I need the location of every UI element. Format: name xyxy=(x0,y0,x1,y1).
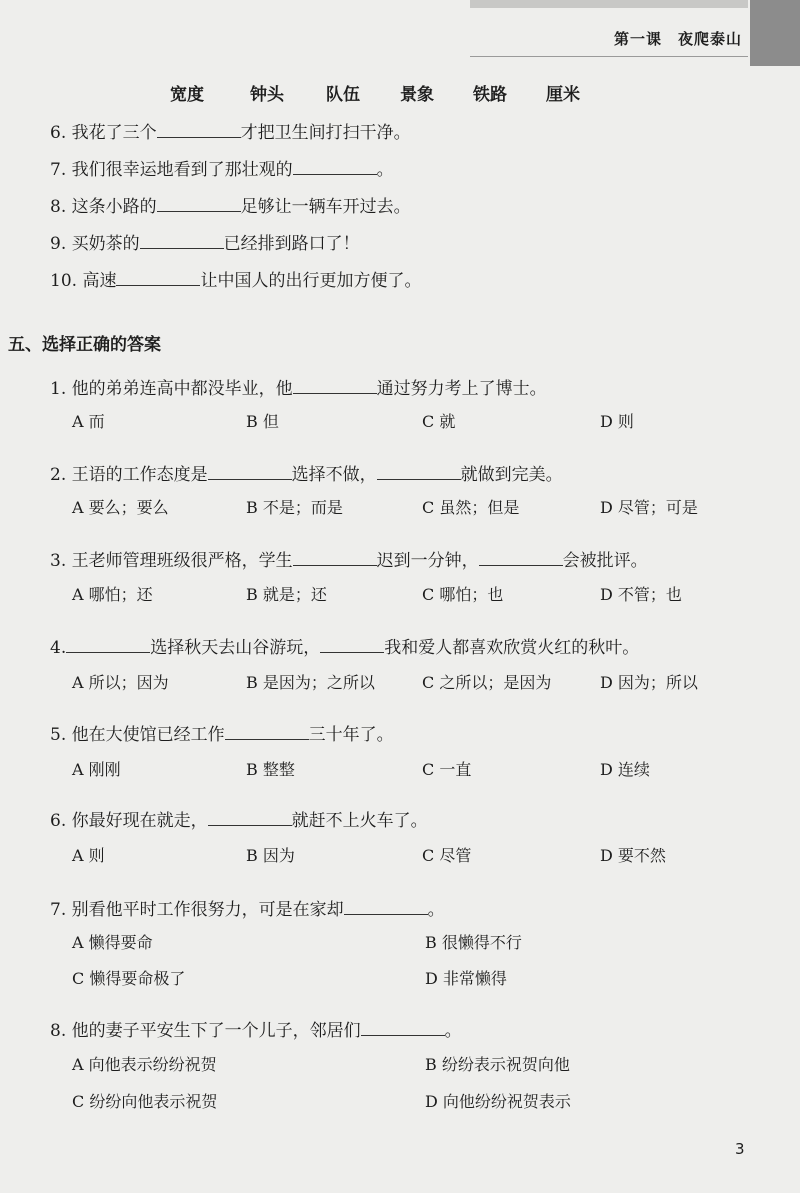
fill-item xyxy=(50,229,360,254)
question-text: 就做到完美。 xyxy=(460,465,563,485)
answer-blank[interactable] xyxy=(208,809,292,826)
option-b[interactable]: B 是因为；之所以 xyxy=(246,673,375,692)
answer-blank[interactable] xyxy=(66,636,150,653)
option-b[interactable]: B 不是；而是 xyxy=(246,498,343,517)
answer-blank[interactable] xyxy=(293,158,377,175)
question xyxy=(50,895,445,920)
fill-item xyxy=(50,266,421,291)
answer-blank[interactable] xyxy=(208,463,292,480)
option-d[interactable]: D 则 xyxy=(600,412,634,431)
fill-item-text: 9. 买奶茶的 xyxy=(50,234,140,254)
answer-blank[interactable] xyxy=(225,723,309,740)
answer-blank[interactable] xyxy=(479,549,563,566)
answer-blank[interactable] xyxy=(140,232,224,249)
option-d[interactable]: D 向他纷纷祝贺表示 xyxy=(425,1092,571,1111)
word-bank-item: 宽度 xyxy=(170,85,204,105)
fill-item xyxy=(50,192,411,217)
option-d[interactable]: D 不管；也 xyxy=(600,585,682,604)
option-c[interactable]: C 纷纷向他表示祝贺 xyxy=(72,1092,218,1111)
option-c[interactable]: C 懒得要命极了 xyxy=(72,969,186,988)
question-text: 8. 他的妻子平安生下了一个儿子，邻居们 xyxy=(50,1021,361,1041)
question xyxy=(50,633,639,658)
question xyxy=(50,720,394,745)
header-band xyxy=(470,0,748,8)
word-bank-item: 钟头 xyxy=(250,85,284,105)
answer-blank[interactable] xyxy=(293,377,377,394)
question xyxy=(50,806,428,831)
option-a[interactable]: A 而 xyxy=(72,412,105,431)
question-text: 4. xyxy=(50,638,67,658)
answer-blank[interactable] xyxy=(157,121,241,138)
answer-blank[interactable] xyxy=(293,549,377,566)
option-d[interactable]: D 因为；所以 xyxy=(600,673,698,692)
question-text: 7. 别看他平时工作很努力，可是在家却 xyxy=(50,900,344,920)
question-text: 。 xyxy=(427,900,445,920)
answer-blank[interactable] xyxy=(157,195,241,212)
option-d[interactable]: D 非常懒得 xyxy=(425,969,507,988)
question-text: 2. 王语的工作态度是 xyxy=(50,465,208,485)
option-a[interactable]: A 要么；要么 xyxy=(72,498,169,517)
question xyxy=(50,374,547,399)
fill-item-text: 。 xyxy=(376,160,394,180)
answer-blank[interactable] xyxy=(361,1019,445,1036)
option-b[interactable]: B 就是；还 xyxy=(246,585,327,604)
word-bank-item: 厘米 xyxy=(546,85,580,105)
answer-blank[interactable] xyxy=(377,463,461,480)
fill-item-text: 6. 我花了三个 xyxy=(50,123,157,143)
question-text: 1. 他的弟弟连高中都没毕业，他 xyxy=(50,379,293,399)
page-number: 3 xyxy=(735,1140,745,1158)
option-c[interactable]: C 一直 xyxy=(422,760,472,779)
fill-item-text: 已经排到路口了！ xyxy=(223,234,360,254)
question-text: 选择秋天去山谷游玩， xyxy=(150,638,321,658)
option-c[interactable]: C 之所以；是因为 xyxy=(422,673,552,692)
question-text: 就赶不上火车了。 xyxy=(291,811,428,831)
option-c[interactable]: C 哪怕；也 xyxy=(422,585,504,604)
option-a[interactable]: A 刚刚 xyxy=(72,760,121,779)
lesson-title: 第一课 夜爬泰山 xyxy=(613,30,742,48)
fill-item-text: 足够让一辆车开过去。 xyxy=(240,197,411,217)
option-a[interactable]: A 哪怕；还 xyxy=(72,585,153,604)
question-text: 迟到一分钟， xyxy=(376,551,479,571)
page-header xyxy=(470,0,748,57)
question-text: 三十年了。 xyxy=(308,725,394,745)
option-b[interactable]: B 很懒得不行 xyxy=(425,933,522,952)
question xyxy=(50,460,563,485)
option-b[interactable]: B 整整 xyxy=(246,760,295,779)
word-bank-item: 景象 xyxy=(400,85,434,105)
question-text: 通过努力考上了博士。 xyxy=(376,379,547,399)
section-title: 五、选择正确的答案 xyxy=(8,335,161,355)
fill-item-text: 8. 这条小路的 xyxy=(50,197,157,217)
question-text: 选择不做， xyxy=(291,465,377,485)
option-a[interactable]: A 向他表示纷纷祝贺 xyxy=(72,1055,217,1074)
option-a[interactable]: A 所以；因为 xyxy=(72,673,169,692)
fill-item-text: 才把卫生间打扫干净。 xyxy=(240,123,411,143)
answer-blank[interactable] xyxy=(344,898,428,915)
option-b[interactable]: B 纷纷表示祝贺向他 xyxy=(425,1055,570,1074)
option-c[interactable]: C 就 xyxy=(422,412,456,431)
word-bank-item: 铁路 xyxy=(473,85,507,105)
question-text: 3. 王老师管理班级很严格，学生 xyxy=(50,551,293,571)
option-c[interactable]: C 尽管 xyxy=(422,846,472,865)
option-b[interactable]: B 因为 xyxy=(246,846,295,865)
question-text: 我和爱人都喜欢欣赏火红的秋叶。 xyxy=(384,638,640,658)
question-text: 6. 你最好现在就走， xyxy=(50,811,208,831)
option-a[interactable]: A 则 xyxy=(72,846,105,865)
chapter-edge-tab xyxy=(750,0,800,66)
question-text: 。 xyxy=(444,1021,462,1041)
question-text: 5. 他在大使馆已经工作 xyxy=(50,725,225,745)
answer-blank[interactable] xyxy=(320,636,384,653)
question-text: 会被批评。 xyxy=(562,551,648,571)
fill-item xyxy=(50,118,411,143)
question xyxy=(50,1016,462,1041)
word-bank-item: 队伍 xyxy=(326,85,360,105)
question xyxy=(50,546,648,571)
fill-item-text: 7. 我们很幸运地看到了那壮观的 xyxy=(50,160,293,180)
fill-item-text: 10. 高速 xyxy=(50,271,117,291)
option-d[interactable]: D 尽管；可是 xyxy=(600,498,698,517)
fill-item xyxy=(50,155,394,180)
answer-blank[interactable] xyxy=(116,269,200,286)
option-b[interactable]: B 但 xyxy=(246,412,279,431)
option-d[interactable]: D 要不然 xyxy=(600,846,666,865)
option-d[interactable]: D 连续 xyxy=(600,760,650,779)
option-c[interactable]: C 虽然；但是 xyxy=(422,498,520,517)
fill-item-text: 让中国人的出行更加方便了。 xyxy=(200,271,422,291)
option-a[interactable]: A 懒得要命 xyxy=(72,933,153,952)
